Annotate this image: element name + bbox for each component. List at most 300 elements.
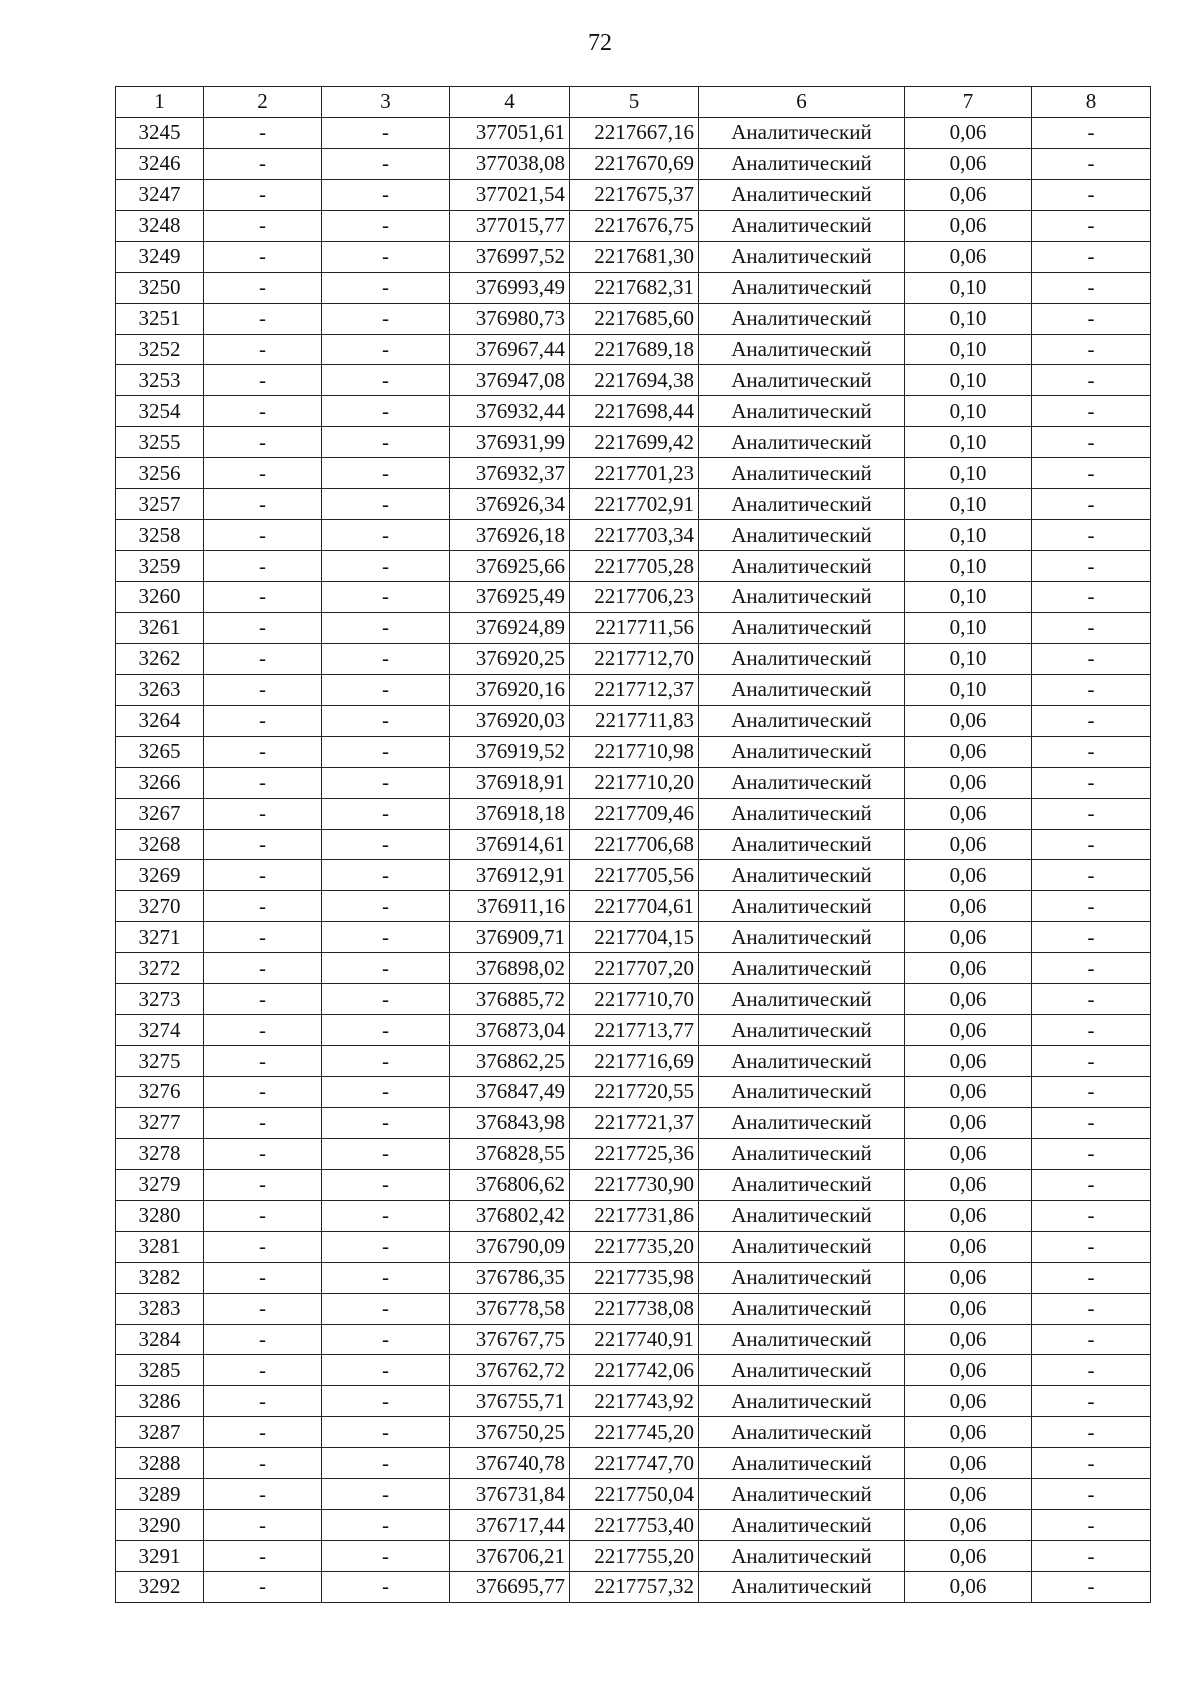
col3-cell: - bbox=[322, 179, 450, 210]
table-row bbox=[116, 767, 1151, 798]
col2-cell: - bbox=[204, 860, 322, 891]
col3-cell: - bbox=[322, 458, 450, 489]
accuracy-cell: 0,10 bbox=[905, 643, 1032, 674]
point-number-cell: 3276 bbox=[116, 1077, 204, 1108]
col2-cell: - bbox=[204, 953, 322, 984]
x-coordinate-cell: 376924,89 bbox=[450, 612, 570, 643]
point-number-cell: 3270 bbox=[116, 891, 204, 922]
accuracy-cell: 0,06 bbox=[905, 891, 1032, 922]
table-row bbox=[116, 1262, 1151, 1293]
col8-cell: - bbox=[1032, 1138, 1151, 1169]
page-number: 72 bbox=[588, 30, 612, 56]
col2-cell: - bbox=[204, 705, 322, 736]
point-number-cell: 3288 bbox=[116, 1448, 204, 1479]
point-number-cell: 3261 bbox=[116, 612, 204, 643]
method-cell: Аналитический bbox=[699, 1448, 905, 1479]
col8-cell: - bbox=[1032, 210, 1151, 241]
method-cell: Аналитический bbox=[699, 798, 905, 829]
x-coordinate-cell: 376918,91 bbox=[450, 767, 570, 798]
col3-cell: - bbox=[322, 736, 450, 767]
col2-cell: - bbox=[204, 1417, 322, 1448]
col2-cell: - bbox=[204, 272, 322, 303]
col2-cell: - bbox=[204, 1200, 322, 1231]
table-row bbox=[116, 1572, 1151, 1603]
x-coordinate-cell: 376786,35 bbox=[450, 1262, 570, 1293]
column-header: 6 bbox=[699, 87, 905, 118]
accuracy-cell: 0,06 bbox=[905, 1355, 1032, 1386]
point-number-cell: 3250 bbox=[116, 272, 204, 303]
y-coordinate-cell: 2217755,20 bbox=[570, 1541, 699, 1572]
method-cell: Аналитический bbox=[699, 1169, 905, 1200]
x-coordinate-cell: 376926,18 bbox=[450, 520, 570, 551]
col3-cell: - bbox=[322, 334, 450, 365]
point-number-cell: 3266 bbox=[116, 767, 204, 798]
col8-cell: - bbox=[1032, 767, 1151, 798]
accuracy-cell: 0,10 bbox=[905, 520, 1032, 551]
col8-cell: - bbox=[1032, 179, 1151, 210]
x-coordinate-cell: 376717,44 bbox=[450, 1510, 570, 1541]
x-coordinate-cell: 376778,58 bbox=[450, 1293, 570, 1324]
accuracy-cell: 0,10 bbox=[905, 458, 1032, 489]
x-coordinate-cell: 376695,77 bbox=[450, 1572, 570, 1603]
col2-cell: - bbox=[204, 1355, 322, 1386]
col2-cell: - bbox=[204, 1077, 322, 1108]
accuracy-cell: 0,06 bbox=[905, 210, 1032, 241]
col2-cell: - bbox=[204, 1572, 322, 1603]
col8-cell: - bbox=[1032, 643, 1151, 674]
col8-cell: - bbox=[1032, 1417, 1151, 1448]
table-row bbox=[116, 1015, 1151, 1046]
accuracy-cell: 0,06 bbox=[905, 1138, 1032, 1169]
method-cell: Аналитический bbox=[699, 365, 905, 396]
method-cell: Аналитический bbox=[699, 551, 905, 582]
method-cell: Аналитический bbox=[699, 1479, 905, 1510]
accuracy-cell: 0,06 bbox=[905, 1324, 1032, 1355]
col3-cell: - bbox=[322, 1355, 450, 1386]
y-coordinate-cell: 2217694,38 bbox=[570, 365, 699, 396]
y-coordinate-cell: 2217682,31 bbox=[570, 272, 699, 303]
col3-cell: - bbox=[322, 984, 450, 1015]
x-coordinate-cell: 377015,77 bbox=[450, 210, 570, 241]
col8-cell: - bbox=[1032, 1541, 1151, 1572]
y-coordinate-cell: 2217706,68 bbox=[570, 829, 699, 860]
y-coordinate-cell: 2217689,18 bbox=[570, 334, 699, 365]
x-coordinate-cell: 376755,71 bbox=[450, 1386, 570, 1417]
column-header: 8 bbox=[1032, 87, 1151, 118]
x-coordinate-cell: 376885,72 bbox=[450, 984, 570, 1015]
point-number-cell: 3277 bbox=[116, 1107, 204, 1138]
y-coordinate-cell: 2217713,77 bbox=[570, 1015, 699, 1046]
col8-cell: - bbox=[1032, 1107, 1151, 1138]
col8-cell: - bbox=[1032, 1355, 1151, 1386]
x-coordinate-cell: 376911,16 bbox=[450, 891, 570, 922]
col8-cell: - bbox=[1032, 396, 1151, 427]
y-coordinate-cell: 2217735,98 bbox=[570, 1262, 699, 1293]
method-cell: Аналитический bbox=[699, 860, 905, 891]
y-coordinate-cell: 2217731,86 bbox=[570, 1200, 699, 1231]
accuracy-cell: 0,06 bbox=[905, 1046, 1032, 1077]
col3-cell: - bbox=[322, 953, 450, 984]
col3-cell: - bbox=[322, 1231, 450, 1262]
x-coordinate-cell: 376731,84 bbox=[450, 1479, 570, 1510]
accuracy-cell: 0,10 bbox=[905, 365, 1032, 396]
accuracy-cell: 0,06 bbox=[905, 1448, 1032, 1479]
col3-cell: - bbox=[322, 1448, 450, 1479]
y-coordinate-cell: 2217705,28 bbox=[570, 551, 699, 582]
y-coordinate-cell: 2217753,40 bbox=[570, 1510, 699, 1541]
table-row bbox=[116, 1386, 1151, 1417]
col8-cell: - bbox=[1032, 334, 1151, 365]
accuracy-cell: 0,06 bbox=[905, 736, 1032, 767]
point-number-cell: 3245 bbox=[116, 117, 204, 148]
y-coordinate-cell: 2217705,56 bbox=[570, 860, 699, 891]
table-row bbox=[116, 953, 1151, 984]
x-coordinate-cell: 376925,49 bbox=[450, 582, 570, 613]
method-cell: Аналитический bbox=[699, 1355, 905, 1386]
y-coordinate-cell: 2217699,42 bbox=[570, 427, 699, 458]
y-coordinate-cell: 2217709,46 bbox=[570, 798, 699, 829]
col8-cell: - bbox=[1032, 1200, 1151, 1231]
col3-cell: - bbox=[322, 1386, 450, 1417]
point-number-cell: 3265 bbox=[116, 736, 204, 767]
accuracy-cell: 0,10 bbox=[905, 396, 1032, 427]
x-coordinate-cell: 376997,52 bbox=[450, 241, 570, 272]
x-coordinate-cell: 376925,66 bbox=[450, 551, 570, 582]
table-row bbox=[116, 891, 1151, 922]
col3-cell: - bbox=[322, 1169, 450, 1200]
table-row bbox=[116, 1479, 1151, 1510]
y-coordinate-cell: 2217712,37 bbox=[570, 674, 699, 705]
table-row bbox=[116, 551, 1151, 582]
x-coordinate-cell: 376932,44 bbox=[450, 396, 570, 427]
accuracy-cell: 0,10 bbox=[905, 303, 1032, 334]
col8-cell: - bbox=[1032, 582, 1151, 613]
method-cell: Аналитический bbox=[699, 489, 905, 520]
accuracy-cell: 0,06 bbox=[905, 1417, 1032, 1448]
method-cell: Аналитический bbox=[699, 1231, 905, 1262]
point-number-cell: 3286 bbox=[116, 1386, 204, 1417]
method-cell: Аналитический bbox=[699, 210, 905, 241]
point-number-cell: 3248 bbox=[116, 210, 204, 241]
col2-cell: - bbox=[204, 1510, 322, 1541]
col3-cell: - bbox=[322, 922, 450, 953]
col8-cell: - bbox=[1032, 1231, 1151, 1262]
table-row bbox=[116, 334, 1151, 365]
method-cell: Аналитический bbox=[699, 1293, 905, 1324]
table-row bbox=[116, 117, 1151, 148]
col8-cell: - bbox=[1032, 1324, 1151, 1355]
col3-cell: - bbox=[322, 396, 450, 427]
method-cell: Аналитический bbox=[699, 1541, 905, 1572]
col2-cell: - bbox=[204, 1448, 322, 1479]
x-coordinate-cell: 376767,75 bbox=[450, 1324, 570, 1355]
col2-cell: - bbox=[204, 643, 322, 674]
method-cell: Аналитический bbox=[699, 767, 905, 798]
method-cell: Аналитический bbox=[699, 1572, 905, 1603]
col3-cell: - bbox=[322, 1138, 450, 1169]
x-coordinate-cell: 376912,91 bbox=[450, 860, 570, 891]
table-row bbox=[116, 1077, 1151, 1108]
method-cell: Аналитический bbox=[699, 396, 905, 427]
accuracy-cell: 0,06 bbox=[905, 1262, 1032, 1293]
table-row bbox=[116, 829, 1151, 860]
method-cell: Аналитический bbox=[699, 705, 905, 736]
accuracy-cell: 0,06 bbox=[905, 953, 1032, 984]
y-coordinate-cell: 2217745,20 bbox=[570, 1417, 699, 1448]
method-cell: Аналитический bbox=[699, 272, 905, 303]
method-cell: Аналитический bbox=[699, 582, 905, 613]
y-coordinate-cell: 2217698,44 bbox=[570, 396, 699, 427]
col3-cell: - bbox=[322, 1077, 450, 1108]
method-cell: Аналитический bbox=[699, 1324, 905, 1355]
col8-cell: - bbox=[1032, 1479, 1151, 1510]
x-coordinate-cell: 376967,44 bbox=[450, 334, 570, 365]
col8-cell: - bbox=[1032, 520, 1151, 551]
table-row bbox=[116, 489, 1151, 520]
table-row bbox=[116, 1169, 1151, 1200]
accuracy-cell: 0,10 bbox=[905, 551, 1032, 582]
col2-cell: - bbox=[204, 489, 322, 520]
point-number-cell: 3283 bbox=[116, 1293, 204, 1324]
col8-cell: - bbox=[1032, 922, 1151, 953]
col8-cell: - bbox=[1032, 458, 1151, 489]
col3-cell: - bbox=[322, 303, 450, 334]
col2-cell: - bbox=[204, 241, 322, 272]
col2-cell: - bbox=[204, 767, 322, 798]
col8-cell: - bbox=[1032, 365, 1151, 396]
y-coordinate-cell: 2217711,83 bbox=[570, 705, 699, 736]
accuracy-cell: 0,10 bbox=[905, 489, 1032, 520]
y-coordinate-cell: 2217707,20 bbox=[570, 953, 699, 984]
y-coordinate-cell: 2217685,60 bbox=[570, 303, 699, 334]
accuracy-cell: 0,06 bbox=[905, 117, 1032, 148]
col3-cell: - bbox=[322, 798, 450, 829]
x-coordinate-cell: 376909,71 bbox=[450, 922, 570, 953]
col8-cell: - bbox=[1032, 1077, 1151, 1108]
method-cell: Аналитический bbox=[699, 303, 905, 334]
table-row bbox=[116, 1355, 1151, 1386]
col8-cell: - bbox=[1032, 1510, 1151, 1541]
x-coordinate-cell: 376947,08 bbox=[450, 365, 570, 396]
method-cell: Аналитический bbox=[699, 984, 905, 1015]
x-coordinate-cell: 376750,25 bbox=[450, 1417, 570, 1448]
col3-cell: - bbox=[322, 1015, 450, 1046]
accuracy-cell: 0,06 bbox=[905, 860, 1032, 891]
col2-cell: - bbox=[204, 984, 322, 1015]
x-coordinate-cell: 377038,08 bbox=[450, 148, 570, 179]
accuracy-cell: 0,06 bbox=[905, 1541, 1032, 1572]
method-cell: Аналитический bbox=[699, 1386, 905, 1417]
column-header: 4 bbox=[450, 87, 570, 118]
point-number-cell: 3291 bbox=[116, 1541, 204, 1572]
col2-cell: - bbox=[204, 334, 322, 365]
column-header: 5 bbox=[570, 87, 699, 118]
point-number-cell: 3255 bbox=[116, 427, 204, 458]
accuracy-cell: 0,06 bbox=[905, 922, 1032, 953]
x-coordinate-cell: 376762,72 bbox=[450, 1355, 570, 1386]
accuracy-cell: 0,10 bbox=[905, 582, 1032, 613]
y-coordinate-cell: 2217716,69 bbox=[570, 1046, 699, 1077]
coordinates-table bbox=[115, 86, 1151, 1603]
accuracy-cell: 0,06 bbox=[905, 179, 1032, 210]
table-row bbox=[116, 303, 1151, 334]
accuracy-cell: 0,06 bbox=[905, 1200, 1032, 1231]
table-row bbox=[116, 210, 1151, 241]
accuracy-cell: 0,06 bbox=[905, 148, 1032, 179]
col2-cell: - bbox=[204, 1262, 322, 1293]
col3-cell: - bbox=[322, 489, 450, 520]
col8-cell: - bbox=[1032, 891, 1151, 922]
table-row bbox=[116, 179, 1151, 210]
x-coordinate-cell: 376920,25 bbox=[450, 643, 570, 674]
y-coordinate-cell: 2217681,30 bbox=[570, 241, 699, 272]
col3-cell: - bbox=[322, 427, 450, 458]
point-number-cell: 3252 bbox=[116, 334, 204, 365]
method-cell: Аналитический bbox=[699, 643, 905, 674]
y-coordinate-cell: 2217703,34 bbox=[570, 520, 699, 551]
col8-cell: - bbox=[1032, 1046, 1151, 1077]
x-coordinate-cell: 376862,25 bbox=[450, 1046, 570, 1077]
method-cell: Аналитический bbox=[699, 427, 905, 458]
method-cell: Аналитический bbox=[699, 241, 905, 272]
table-row bbox=[116, 241, 1151, 272]
point-number-cell: 3280 bbox=[116, 1200, 204, 1231]
point-number-cell: 3246 bbox=[116, 148, 204, 179]
table-row bbox=[116, 148, 1151, 179]
point-number-cell: 3257 bbox=[116, 489, 204, 520]
col2-cell: - bbox=[204, 458, 322, 489]
col2-cell: - bbox=[204, 303, 322, 334]
y-coordinate-cell: 2217735,20 bbox=[570, 1231, 699, 1262]
x-coordinate-cell: 376898,02 bbox=[450, 953, 570, 984]
x-coordinate-cell: 376919,52 bbox=[450, 736, 570, 767]
col8-cell: - bbox=[1032, 303, 1151, 334]
col2-cell: - bbox=[204, 674, 322, 705]
point-number-cell: 3262 bbox=[116, 643, 204, 674]
col2-cell: - bbox=[204, 891, 322, 922]
col3-cell: - bbox=[322, 767, 450, 798]
col3-cell: - bbox=[322, 1200, 450, 1231]
table-row bbox=[116, 427, 1151, 458]
x-coordinate-cell: 376790,09 bbox=[450, 1231, 570, 1262]
x-coordinate-cell: 377051,61 bbox=[450, 117, 570, 148]
col2-cell: - bbox=[204, 1169, 322, 1200]
method-cell: Аналитический bbox=[699, 1077, 905, 1108]
method-cell: Аналитический bbox=[699, 612, 905, 643]
col3-cell: - bbox=[322, 272, 450, 303]
point-number-cell: 3274 bbox=[116, 1015, 204, 1046]
table-row bbox=[116, 612, 1151, 643]
method-cell: Аналитический bbox=[699, 1262, 905, 1293]
col3-cell: - bbox=[322, 241, 450, 272]
method-cell: Аналитический bbox=[699, 1200, 905, 1231]
point-number-cell: 3267 bbox=[116, 798, 204, 829]
col8-cell: - bbox=[1032, 860, 1151, 891]
table-row bbox=[116, 674, 1151, 705]
x-coordinate-cell: 376873,04 bbox=[450, 1015, 570, 1046]
col3-cell: - bbox=[322, 1510, 450, 1541]
col8-cell: - bbox=[1032, 1386, 1151, 1417]
col3-cell: - bbox=[322, 148, 450, 179]
col8-cell: - bbox=[1032, 117, 1151, 148]
point-number-cell: 3290 bbox=[116, 1510, 204, 1541]
y-coordinate-cell: 2217742,06 bbox=[570, 1355, 699, 1386]
point-number-cell: 3260 bbox=[116, 582, 204, 613]
method-cell: Аналитический bbox=[699, 1510, 905, 1541]
accuracy-cell: 0,06 bbox=[905, 1231, 1032, 1262]
method-cell: Аналитический bbox=[699, 1046, 905, 1077]
table-row bbox=[116, 1417, 1151, 1448]
method-cell: Аналитический bbox=[699, 1107, 905, 1138]
x-coordinate-cell: 376932,37 bbox=[450, 458, 570, 489]
y-coordinate-cell: 2217721,37 bbox=[570, 1107, 699, 1138]
point-number-cell: 3272 bbox=[116, 953, 204, 984]
method-cell: Аналитический bbox=[699, 179, 905, 210]
point-number-cell: 3292 bbox=[116, 1572, 204, 1603]
col2-cell: - bbox=[204, 1293, 322, 1324]
col2-cell: - bbox=[204, 1015, 322, 1046]
x-coordinate-cell: 376740,78 bbox=[450, 1448, 570, 1479]
col2-cell: - bbox=[204, 117, 322, 148]
y-coordinate-cell: 2217675,37 bbox=[570, 179, 699, 210]
col2-cell: - bbox=[204, 1107, 322, 1138]
point-number-cell: 3268 bbox=[116, 829, 204, 860]
x-coordinate-cell: 376920,16 bbox=[450, 674, 570, 705]
col3-cell: - bbox=[322, 1417, 450, 1448]
accuracy-cell: 0,06 bbox=[905, 767, 1032, 798]
col2-cell: - bbox=[204, 1479, 322, 1510]
table-row bbox=[116, 1541, 1151, 1572]
table-row bbox=[116, 984, 1151, 1015]
point-number-cell: 3256 bbox=[116, 458, 204, 489]
y-coordinate-cell: 2217710,98 bbox=[570, 736, 699, 767]
y-coordinate-cell: 2217704,61 bbox=[570, 891, 699, 922]
table-row bbox=[116, 1293, 1151, 1324]
col3-cell: - bbox=[322, 1324, 450, 1355]
x-coordinate-cell: 376802,42 bbox=[450, 1200, 570, 1231]
table-body bbox=[116, 117, 1151, 1602]
accuracy-cell: 0,06 bbox=[905, 984, 1032, 1015]
method-cell: Аналитический bbox=[699, 458, 905, 489]
table-header-row bbox=[116, 87, 1151, 118]
col3-cell: - bbox=[322, 551, 450, 582]
table-row bbox=[116, 643, 1151, 674]
accuracy-cell: 0,06 bbox=[905, 1572, 1032, 1603]
col8-cell: - bbox=[1032, 1293, 1151, 1324]
y-coordinate-cell: 2217757,32 bbox=[570, 1572, 699, 1603]
col8-cell: - bbox=[1032, 1448, 1151, 1479]
col8-cell: - bbox=[1032, 1015, 1151, 1046]
accuracy-cell: 0,06 bbox=[905, 1015, 1032, 1046]
point-number-cell: 3247 bbox=[116, 179, 204, 210]
accuracy-cell: 0,06 bbox=[905, 1479, 1032, 1510]
y-coordinate-cell: 2217738,08 bbox=[570, 1293, 699, 1324]
col3-cell: - bbox=[322, 612, 450, 643]
col8-cell: - bbox=[1032, 829, 1151, 860]
method-cell: Аналитический bbox=[699, 148, 905, 179]
point-number-cell: 3275 bbox=[116, 1046, 204, 1077]
x-coordinate-cell: 376926,34 bbox=[450, 489, 570, 520]
x-coordinate-cell: 376993,49 bbox=[450, 272, 570, 303]
y-coordinate-cell: 2217711,56 bbox=[570, 612, 699, 643]
accuracy-cell: 0,06 bbox=[905, 1169, 1032, 1200]
point-number-cell: 3249 bbox=[116, 241, 204, 272]
y-coordinate-cell: 2217712,70 bbox=[570, 643, 699, 674]
table-row bbox=[116, 798, 1151, 829]
col3-cell: - bbox=[322, 1479, 450, 1510]
accuracy-cell: 0,06 bbox=[905, 1510, 1032, 1541]
col3-cell: - bbox=[322, 643, 450, 674]
